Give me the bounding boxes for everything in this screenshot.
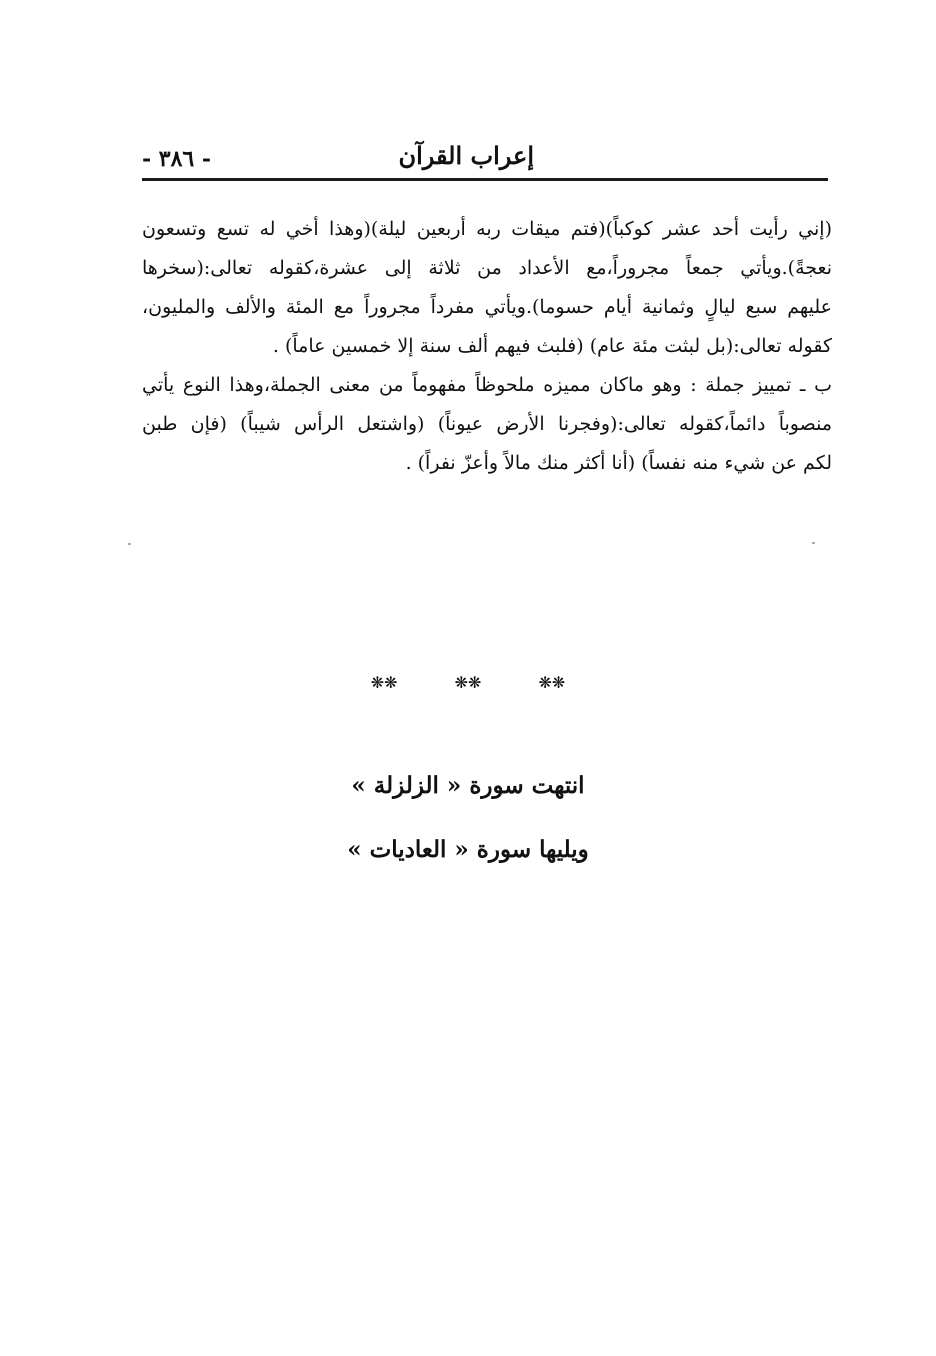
next-surah-note: ويليها سورة « العاديات » (347, 836, 589, 863)
scan-speck (812, 542, 815, 544)
ornament-mark: ❋❋ (538, 673, 566, 692)
header-rule (142, 178, 828, 181)
ornament-mark: ❋❋ (454, 673, 482, 692)
text-line: (إني رأيت أحد عشر كوكباً)(فتم ميقات ربه أربعين ليلة)(وهذا أخي له تسع وتسعون (142, 218, 832, 240)
text-line: منصوباً دائماً،كقوله تعالى:(وفجرنا الأرض عيوناً) (واشتعل الرأس شيباً) (فإن طبن (142, 413, 832, 435)
page-header (142, 138, 828, 178)
section-ornament (0, 668, 936, 698)
text-line: كقوله تعالى:(بل لبثت مئة عام) (فلبث فيهم ألف سنة إلا خمسين عاماً) . (272, 335, 832, 357)
running-title: إعراب القرآن (398, 141, 534, 170)
text-line: نعجةً).ويأتي جمعاً مجروراً،مع الأعداد من ثلاثة إلى عشرة،كقوله تعالى:(سخرها (142, 257, 832, 279)
body-paragraphs (142, 210, 832, 483)
text-line: عليهم سبع ليالٍ وثمانية أيام حسوما).ويأتي مفرداً مجروراً مع المئة والألف والمليون، (142, 296, 832, 318)
surah-end-note: انتهت سورة « الزلزلة » (351, 772, 585, 799)
text-line: لكم عن شيء منه نفساً) (أنا أكثر منك مالاً وأعزّ نفراً) . (405, 452, 832, 474)
text-line: ب ـ تمييز جملة : وهو ماكان مميزه ملحوظاً مفهوماً من معنى الجملة،وهذا النوع يأتي (142, 374, 832, 396)
ornament-mark: ❋❋ (370, 673, 398, 692)
page-number: - ٣٨٦ - (142, 146, 212, 172)
scan-speck (128, 543, 131, 545)
